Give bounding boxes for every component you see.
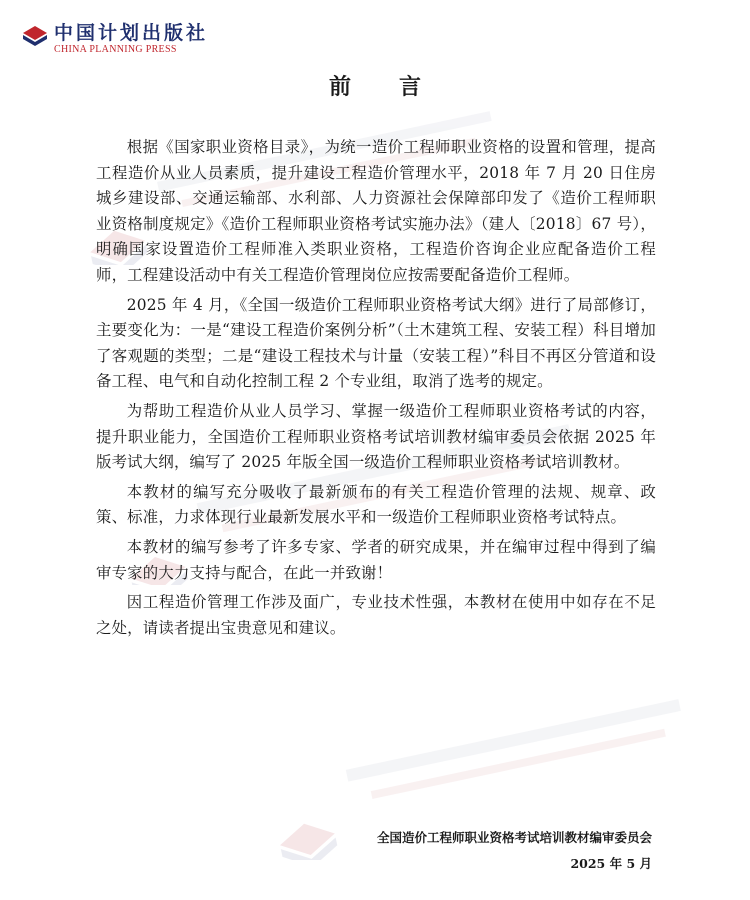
paragraph: 2025 年 4 月，《全国一级造价工程师职业资格考试大纲》进行了局部修订，主要变化为：一是“建设工程造价案例分析”（土木建筑工程、安装工程）科目增加了客观题的类型；二是“建设工程技术与计量（安装工程）”科目不再区分管道和设备工程、电气和自动化控制工程 2 个专业组，取消了选考的规定。: [96, 295, 656, 391]
signature-block: [377, 825, 652, 877]
committee-name: 全国造价工程师职业资格考试培训教材编审委员会: [376, 830, 652, 845]
publisher-logo: [22, 18, 212, 60]
paragraph: 本教材的编写充分吸收了最新颁布的有关工程造价管理的法规、规章、政策、标准，力求体现行业最新发展水平和一级造价工程师职业资格考试特点。: [96, 482, 656, 527]
paragraph: 根据《国家职业资格目录》，为统一造价工程师职业资格的设置和管理，提高工程造价从业人员素质，提升建设工程造价管理水平，2018 年 7 月 20 日住房城乡建设部、交通运输部、水利部、人力资源社会保障部印发了《造价工程师职业资格制度规定》《造价工程师职业资格考试实施办法》（建人〔2018〕67 号），明确国家设置造价工程师准入类职业资格，工程造价咨询企业应配备造价工程师，工程建设活动中有关工程造价管理岗位应按需要配备造价工程师。: [96, 138, 656, 284]
page-title: 前言: [328, 75, 469, 100]
preface-body: [96, 135, 656, 645]
paragraph: 本教材的编写参考了许多专家、学者的研究成果，并在编审过程中得到了编审专家的大力支持与配合，在此一并致谢！: [96, 537, 656, 582]
publisher-name-cn: 中国计划出版社: [54, 22, 209, 44]
paragraph: 因工程造价管理工作涉及面广，专业技术性强，本教材在使用中如存在不足之处，请读者提出宝贵意见和建议。: [96, 593, 656, 637]
signature-date: 2025 年 5 月: [570, 856, 652, 871]
publisher-logo-icon: [22, 24, 48, 50]
paragraph: 为帮助工程造价从业人员学习、掌握一级造价工程师职业资格考试的内容，提升职业能力，全国造价工程师职业资格考试培训教材编审委员会依据 2025 年版考试大纲，编写了 2025 年版全国一级造价工程师职业资格考试培训教材。: [96, 401, 656, 472]
publisher-name-en: CHINA PLANNING PRESS: [54, 44, 177, 55]
